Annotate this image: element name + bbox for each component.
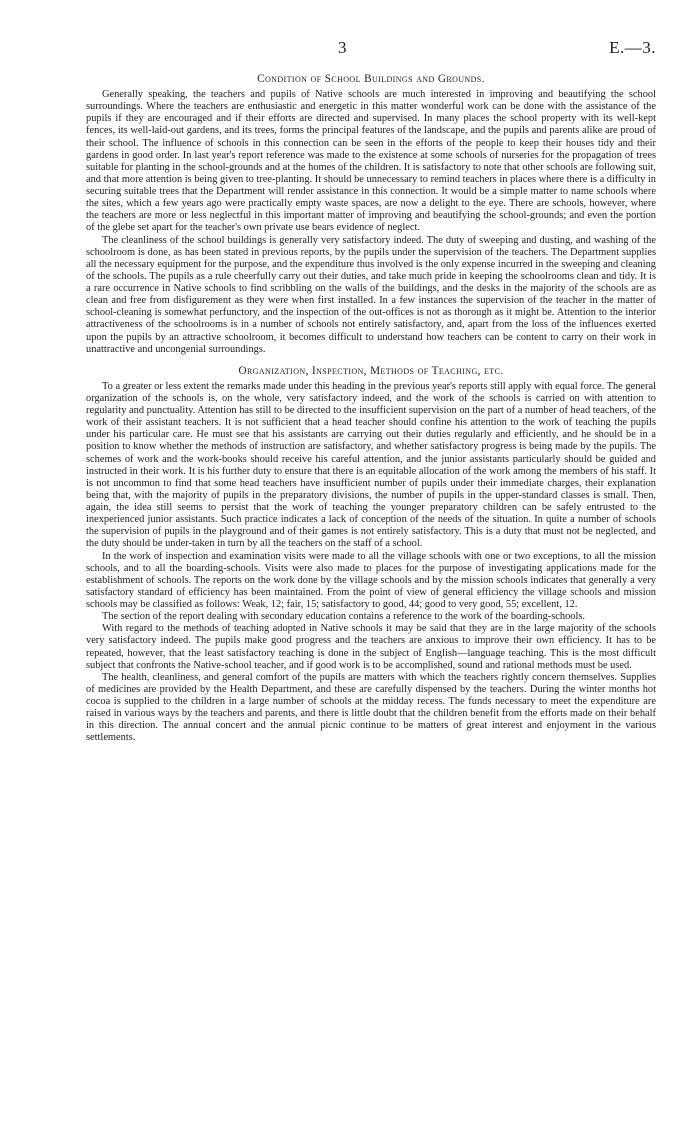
- section-organization-inspection: [86, 364, 656, 745]
- paragraph: The section of the report dealing with secondary education contains a reference to the work of the boarding-schools.: [102, 611, 585, 623]
- document-reference: E.—3.: [609, 38, 656, 57]
- paragraph: With regard to the methods of teaching adopted in Native schools it may be said that they are in the large majority of the schools very satisfactory indeed. The pupils make good progress and the teachers are anxious to improve their own efficiency. It has to be repeated, however, that the least satisfactory teaching is done in the subject of English—language teaching. This is the most difficult subject that confronts the Native-school teacher, and if good work is to be accomplished, sound and rational methods must be used.: [86, 623, 656, 671]
- section-buildings-grounds: [86, 72, 656, 356]
- paragraph: The health, cleanliness, and general comfort of the pupils are matters with which the teachers rightly concern themselves. Supplies of medicines are provided by the Health Department, and these are carefully dispensed by the teachers. During the winter months hot cocoa is supplied to the children in a large number of schools at the midday recess. The funds necessary to meet the expenditure are raised in various ways by the teachers and parents, and there is little doubt that the children benefit from the efforts made on their behalf in this direction. The annual concert and the annual picnic continue to be matters of great interest and enjoyment in the various settlements.: [86, 671, 656, 744]
- section-heading: Condition of School Buildings and Grounds.: [257, 73, 485, 85]
- paragraph: In the work of inspection and examination visits were made to all the village schools with one or two exceptions, to all the mission schools, and to all the boarding-schools. Visits were also made to places for the purpose of investigating applications made for the establishment of schools. The reports on the work done by the village schools and by the mission schools indicates that generally a very satisfactory standard of efficiency has been maintained. From the point of view of general efficiency the village schools and mission schools may be classified as follows: Weak, 12; fair, 15; satisfactory to good, 44; good to very good, 55; excellent, 12.: [86, 550, 656, 610]
- paragraph: Generally speaking, the teachers and pupils of Native schools are much interested in improving and beautifying the school surroundings. Where the teachers are enthusiastic and energetic in this matter wonderful work can be done with the assistance of the pupils if they are encouraged and if their efforts are directed and supervised. In many places the school property with its well-kept fences, its well-laid-out gardens, and its trees, forms the principal features of the landscape, and the pupils and parents alike are proud of their school. The influence of schools in this connection can be seen in the efforts of the people to keep their houses tidy and their gardens in good order. In last year's report reference was made to the existence at some schools of nurseries for the propagation of trees suitable for planting in the school-grounds and at the homes of the children. It is satisfactory to note that other schools are following suit, and that more attention is being given to tree-planting. It should be unnecessary to remind teachers in places where there is a difficulty in securing suitable trees that the Department will render assistance in this connection. It would be a simple matter to name schools where the sites, which a few years ago were practically empty waste spaces, are now a delight to the eye. There are schools, however, where the teachers are more or less neglectful in this important matter of improving and beautifying the school-grounds; and even the portion of the glebe set apart for the teacher's own private use bears evidence of neglect.: [86, 89, 656, 234]
- page-header: [86, 38, 656, 68]
- section-heading: Organization, Inspection, Methods of Teaching, etc.: [238, 364, 504, 377]
- page-number: 3: [338, 38, 347, 57]
- paragraph: The cleanliness of the school buildings is generally very satisfactory indeed. The duty of sweeping and dusting, and washing of the schoolroom is done, as has been stated in previous reports, by the pupils under the supervision of the teachers. The Department supplies all the necessary equipment for the purpose, and the expenditure thus involved is the only expense incurred in the sweeping and cleaning of the schools. The pupils as a rule cheerfully carry out their duties, and take much pride in keeping the schoolrooms clean and tidy. It is a rare occurrence in Native schools to find scribbling on the walls of the buildings, and the desks in the majority of the schools are as clean and free from disfigurement as they were when first installed. In a few instances the supervision of the teacher in the matter of school-cleaning is somewhat perfunctory, and the inspection of the out-offices is not as thorough as it might be. Attention to the interior attractiveness of the schoolrooms is in a number of schools not entirely satisfactory, and, apart from the loss of the influences exerted upon the pupils by an attractive schoolroom, it becomes difficult to understand how teachers can be content to carry on their work in unattractive and uncongenial surroundings.: [86, 234, 656, 355]
- paragraph: To a greater or less extent the remarks made under this heading in the previous year's reports still apply with equal force. The general organization of the schools is, on the whole, very satisfactory indeed, and the work of the schools is carried on with attention to regularity and punctuality. Attention has still to be directed to the insufficient supervision on the part of a number of head teachers, of the work of their assistant teachers. It is not sufficient that a head teacher should confine his attention to the work of teaching the pupils under his particular care. He must see that his assistants are carrying out their duties regularly and efficiently, and he should be in a position to know whether the methods of instruction are satisfactory, and whether satisfactory progress is being made by the pupils. The schemes of work and the work-books should receive his careful attention, and the junior assistants particularly should be guided and instructed in their work. It is his further duty to ensure that there is an equitable allocation of the work among the members of his staff. It is not uncommon to find that some head teachers have insufficient number of pupils under their immediate charges, their explanation being that, with the majority of pupils in the preparatory divisions, the number of pupils in the upper-standard classes is small. Then, again, the idea still seems to persist that the work of teaching the younger preparatory children can be safely entrusted to the inexperienced junior assistants. Such practice indicates a lack of conception of the needs of the situation. In quite a number of schools the supervision of pupils in the playground and of their games is not entirely satisfactory. This is a duty that must not be neglected, and the duty should be under-taken in turn by all the teachers on the staff of a school.: [86, 380, 656, 550]
